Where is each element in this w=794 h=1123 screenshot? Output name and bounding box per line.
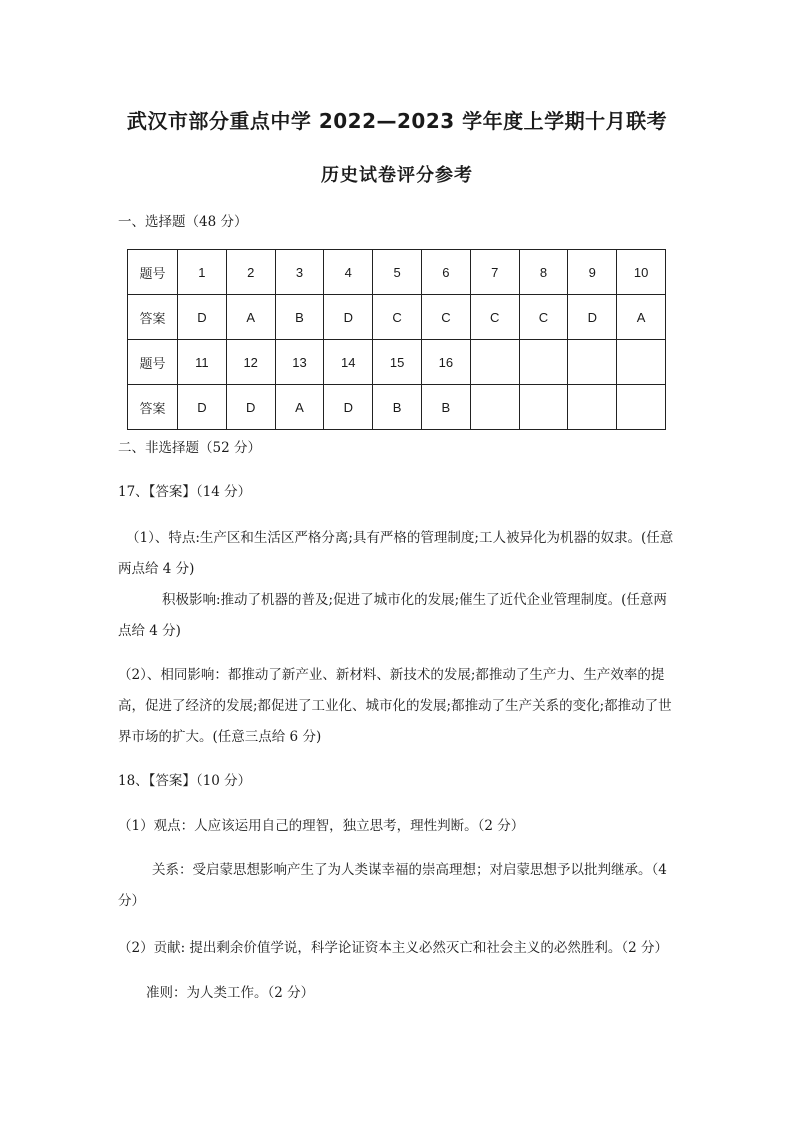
table-cell: C <box>470 295 519 340</box>
table-cell <box>617 340 666 385</box>
table-row <box>128 340 666 385</box>
table-cell <box>470 340 519 385</box>
table-cell: 8 <box>519 250 568 295</box>
table-cell: 3 <box>275 250 324 295</box>
table-cell: A <box>617 295 666 340</box>
table-cell: 1 <box>178 250 227 295</box>
table-cell: 12 <box>226 340 275 385</box>
q17-positive-impact: 积极影响:推动了机器的普及;促进了城市化的发展;催生了近代企业管理制度。(任意两点给 4 分) <box>118 592 667 639</box>
table-cell: D <box>178 295 227 340</box>
table-cell: C <box>373 295 422 340</box>
table-cell <box>519 340 568 385</box>
page-subtitle: 历史试卷评分参考 <box>321 165 473 186</box>
table-row <box>128 250 666 295</box>
q18-principle: 准则：为人类工作。（2 分） <box>146 985 315 1001</box>
table-cell: C <box>421 295 470 340</box>
page-title: 武汉市部分重点中学 2022—2023 学年度上学期十月联考 <box>126 109 668 133</box>
table-cell: 7 <box>470 250 519 295</box>
table-cell: B <box>373 385 422 430</box>
table-cell: D <box>324 295 373 340</box>
table-cell: 5 <box>373 250 422 295</box>
q18-relationship: 关系：受启蒙思想影响产生了为人类谋幸福的崇高理想；对启蒙思想予以批判继承。（4 分） <box>118 862 667 909</box>
table-cell: D <box>568 295 617 340</box>
table-cell: B <box>275 295 324 340</box>
table-cell: A <box>275 385 324 430</box>
table-cell: 15 <box>373 340 422 385</box>
table-cell: 9 <box>568 250 617 295</box>
table-cell: D <box>226 385 275 430</box>
table-cell: 11 <box>178 340 227 385</box>
table-cell: C <box>519 295 568 340</box>
table-cell: 2 <box>226 250 275 295</box>
table-cell <box>617 385 666 430</box>
table-cell: 14 <box>324 340 373 385</box>
section-multiple-choice-heading: 一、选择题（48 分） <box>118 214 248 230</box>
q17-heading: 17、【答案】（14 分） <box>118 484 252 500</box>
table-row <box>128 295 666 340</box>
table-cell <box>568 340 617 385</box>
table-cell: D <box>178 385 227 430</box>
table-cell: 10 <box>617 250 666 295</box>
table-cell: 6 <box>421 250 470 295</box>
q18-heading: 18、【答案】（10 分） <box>118 773 252 789</box>
table-cell: D <box>324 385 373 430</box>
table-cell: 13 <box>275 340 324 385</box>
row-label: 题号 <box>128 340 178 385</box>
table-cell: 4 <box>324 250 373 295</box>
table-cell: B <box>421 385 470 430</box>
table-cell <box>519 385 568 430</box>
section-non-choice-heading: 二、非选择题（52 分） <box>118 440 261 456</box>
q17-answer-part1: （1）、特点:生产区和生活区严格分离;具有严格的管理制度;工人被异化为机器的奴隶。(任意两点给 4 分) <box>118 530 674 577</box>
row-label: 题号 <box>128 250 178 295</box>
answer-table <box>127 249 666 430</box>
table-cell: A <box>226 295 275 340</box>
q18-contribution: （2）贡献: 提出剩余价值学说，科学论证资本主义必然灭亡和社会主义的必然胜利。（2 分） <box>118 940 669 956</box>
q17-answer-part2: （2）、相同影响：都推动了新产业、新材料、新技术的发展;都推动了生产力、生产效率的提高，促进了经济的发展;都促进了工业化、城市化的发展;都推动了生产关系的变化;都推动了世界市场的扩大。(任意三点给 6 分) <box>118 667 672 745</box>
q18-viewpoint: （1）观点：人应该运用自己的理智，独立思考，理性判断。（2 分） <box>118 818 525 834</box>
table-cell <box>568 385 617 430</box>
row-label: 答案 <box>128 295 178 340</box>
table-cell <box>470 385 519 430</box>
row-label: 答案 <box>128 385 178 430</box>
table-cell: 16 <box>421 340 470 385</box>
table-row <box>128 385 666 430</box>
